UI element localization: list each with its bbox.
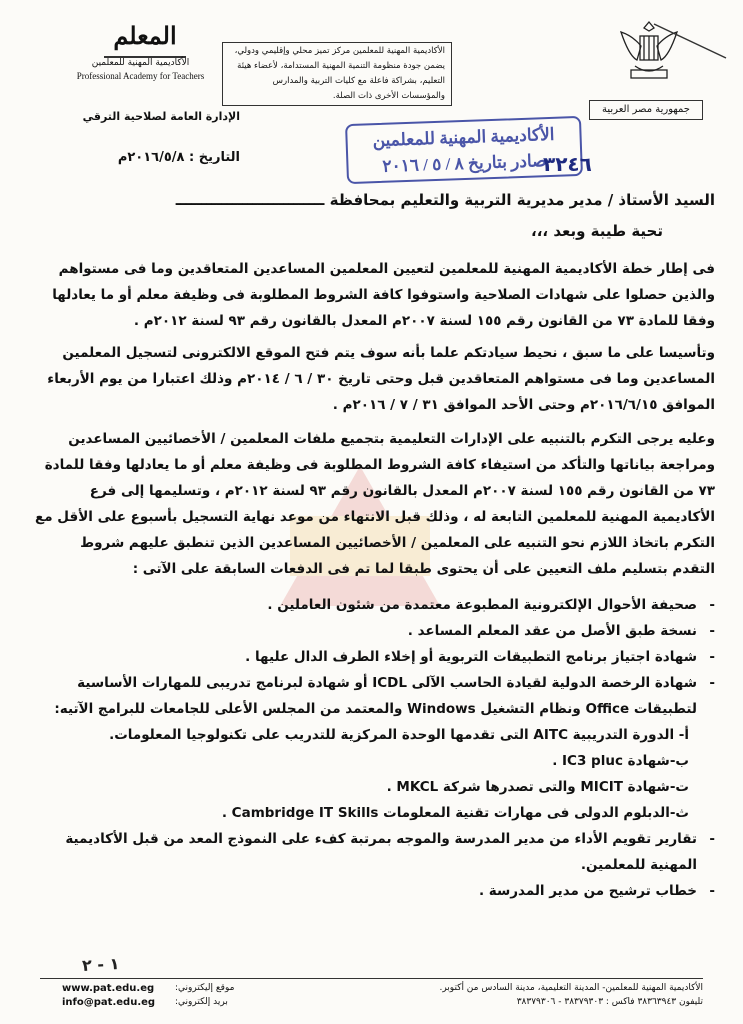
paragraph-registration: وتأسيسا على ما سبق ، نحيط سيادتكم علما بأنه سوف يتم فتح الموقع الالكترونى لتسجيل المعلمين المساعدين وما فى مستواهم المتعاقدين قبل وحتى تاريخ ٣٠ / ٦ / ٢٠١٤م وذلك اعتبارا من يوم الأربعاء الموافق ٢٠١٦/٦/١٥م وحتى الأحد الموافق ٣١ / ٧ / ٢٠١٦م . <box>47 345 715 413</box>
sub-item: ث-الدبلوم الدولى فى مهارات تقنية المعلومات Cambridge IT Skills . <box>221 805 689 821</box>
paragraph-instructions: وعليه يرجى التكرم بالتنبيه على الإدارات التعليمية بتجميع ملفات المعلمين / الأخصائيين المساعدين ومراجعة بياناتها والتأكد من استيفاء كافة الشروط المطلوبة فى وظيفة معلم أو ما يعادلها وفقا للمادة ٧٣ من القانون رقم ١٥٥ لسنة ٢٠٠٧م المعدل بالقانون رقم ٩٣ لسنة ٢٠١٢م ، وتسليمها إلى فرع الأكاديمية المهنية للمعلمين التابعة له ، وذلك قبل الانتهاء من موعد نهاية التسجيل بأسبوع على الأقل مع التكرم باتخاذ اللازم نحو التنبيه على المعلمين / الأخصائيين المساعدين الذين تنطبق عليهم شروط التقدم بتسليم ملف التعيين على أن يحتوى طبقا لما تم فى الدفعات السابقة على الآتى : <box>35 431 715 577</box>
list-item: - صحيفة الأحوال الإلكترونية المطبوعة معتمدة من شئون العاملين . <box>267 597 715 613</box>
academy-description: الأكاديمية المهنية للمعلمين مركز تميز محلي وإقليمي ودولي، يضمن جودة منظومة التنمية المهنية المستدامة، لأعضاء هيئة التعليم، بشراكة فاعلة مع كليات التربية والمدارس والمؤسسات الأخرى ذات الصلة. <box>222 42 452 106</box>
website-link[interactable]: www.pat.edu.eg <box>62 983 155 994</box>
footer-divider <box>40 978 703 979</box>
greeting: تحية طيبة وبعد ،،، <box>531 222 663 240</box>
website-label: موقع إليكتروني: <box>175 983 235 993</box>
letter-date: التاريخ : ٢٠١٦/٥/٨م <box>117 150 240 165</box>
email-label: بريد إلكتروني: <box>175 997 228 1007</box>
list-item: - تقارير تقويم الأداء من مدير المدرسة والموجه بمرتبة كفء على النموذج المعد من قبل الأكاديمية المهنية للمعلمين. <box>65 831 715 873</box>
list-item: - شهادة الرخصة الدولية لقيادة الحاسب الآلى ICDL أو شهادة لبرنامج تدريبى للمهارات الأساسية لتطبيقات Office ونظام التشغيل Windows والمعتمد من المجلس الأعلى للجامعات للبرامج الآتيه: <box>54 675 715 717</box>
logo-text: المعلم <box>104 16 186 58</box>
sub-item: ب-شهادة IC3 pluc . <box>552 753 689 769</box>
list-item: - خطاب ترشيح من مدير المدرسة . <box>478 883 715 899</box>
republic-label: جمهورية مصر العربية <box>589 100 703 120</box>
list-item-text: صحيفة الأحوال الإلكترونية المطبوعة معتمدة من شئون العاملين . <box>267 597 697 613</box>
list-item-text: خطاب ترشيح من مدير المدرسة . <box>478 883 697 899</box>
list-item-text: نسخة طبق الأصل من عقد المعلم المساعد . <box>407 623 697 639</box>
list-item-text: تقارير تقويم الأداء من مدير المدرسة والموجه بمرتبة كفء على النموذج المعد من قبل الأكاديمية المهنية للمعلمين. <box>65 831 697 873</box>
academy-logo <box>104 16 186 60</box>
list-item: - شهادة اجتياز برنامج التطبيقات التربوية أو إخلاء الطرف الدال عليها . <box>245 649 715 665</box>
pen-stroke-decoration <box>650 20 730 60</box>
sub-item: أ- الدورة التدريبية AITC التى تقدمها الوحدة المركزية للتدريب على تكنولوجيا المعلومات. <box>109 727 689 743</box>
reference-number: ٣٢٤٦ <box>543 152 592 176</box>
department-name: الإدارة العامة لصلاحية الترقي <box>82 110 240 123</box>
stamp-line1: الأكاديمية المهنية للمعلمين <box>372 124 555 151</box>
email-link[interactable]: info@pat.edu.eg <box>62 997 156 1008</box>
list-item: - نسخة طبق الأصل من عقد المعلم المساعد . <box>407 623 715 639</box>
logo-english-name: Professional Academy for Teachers <box>76 71 205 81</box>
addressee-line: السيد الأستاذ / مدير مديرية التربية والتعليم بمحافظة ـــــــــــــــــــــــــــــ <box>175 191 715 209</box>
list-item-text: شهادة اجتياز برنامج التطبيقات التربوية أو إخلاء الطرف الدال عليها . <box>245 649 697 665</box>
paragraph-intro: فى إطار خطة الأكاديمية المهنية للمعلمين لتعيين المعلمين المساعدين المتعاقدين وما فى مستواهم والذين حصلوا على شهادات الصلاحية واستوفوا كافة الشروط المطلوبة فى وظيفة معلم أو ما يعادلها وفقا للمادة ٧٣ من القانون رقم ١٥٥ لسنة ٢٠٠٧م المعدل بالقانون رقم ٩٣ لسنة ٢٠١٢م . <box>52 261 715 329</box>
footer-phones: تليفون ٣٨٣٦٣٩٤٣ فاكس : ٣٨٣٧٩٣٠٣ - ٣٨٣٧٩٣٠٦ <box>516 997 703 1007</box>
requirements-list <box>35 592 715 904</box>
sub-item: ت-شهادة MICIT والتى تصدرها شركة MKCL . <box>386 779 689 795</box>
stamp-line2: صادر بتاريخ ٨ / ٥ / ٢٠١٦ <box>382 151 547 176</box>
logo-arabic-name: الأكاديمية المهنية للمعلمين <box>91 58 190 68</box>
page-number: ١ - ٢ <box>81 954 120 975</box>
footer-address: الأكاديمية المهنية للمعلمين- المدينة التعليمية، مدينة السادس من أكتوبر. <box>439 983 703 993</box>
list-item-text: شهادة الرخصة الدولية لقيادة الحاسب الآلى ICDL أو شهادة لبرنامج تدريبى للمهارات الأساسية لتطبيقات Office ونظام التشغيل Windows والمعتمد من المجلس الأعلى للجامعات للبرامج الآتيه: <box>54 675 697 717</box>
